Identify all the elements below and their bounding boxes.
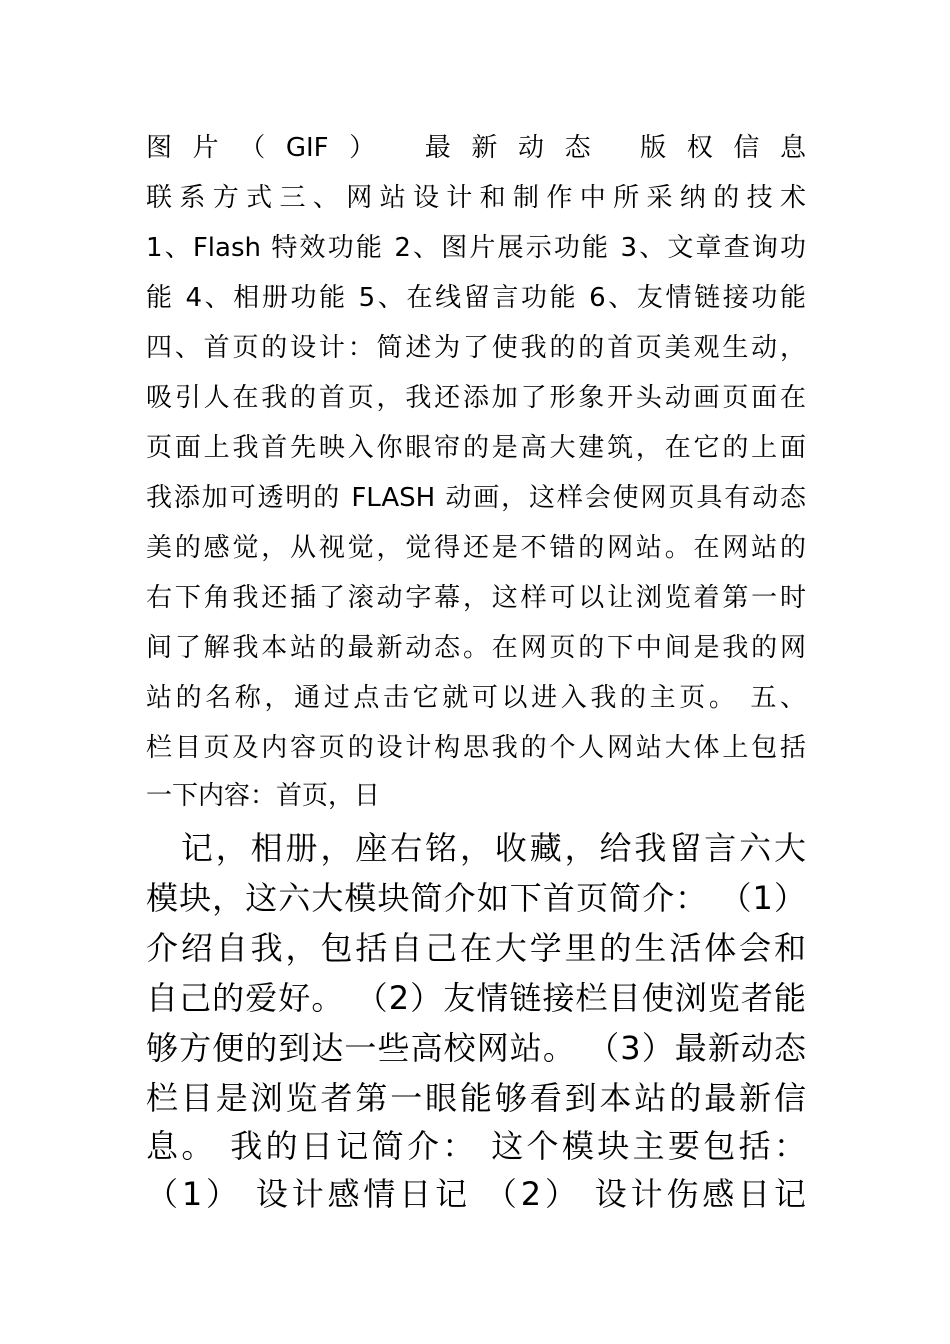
text-line: 能 4、相册功能 5、在线留言功能 6、友情链接功能 xyxy=(146,283,806,313)
text-line: 栏目是浏览者第一眼能够看到本站的最新信 xyxy=(146,1079,806,1117)
text-line: 记，相册，座右铭，收藏，给我留言六大 xyxy=(146,829,806,867)
text-line: 息。 我的日记简介： 这个模块主要包括： xyxy=(146,1127,806,1165)
text-line: 站的名称，通过点击它就可以进入我的主页。 五、 xyxy=(146,683,806,713)
text-line: 介绍自我，包括自己在大学里的生活体会和 xyxy=(146,929,806,967)
text-line: 够方便的到达一些高校网站。 （3）最新动态 xyxy=(146,1029,806,1067)
text-line: （1） 设计感情日记 （2） 设计伤感日记 xyxy=(146,1175,806,1213)
text-line: 美的感觉，从视觉，觉得还是不错的网站。在网站的 xyxy=(146,533,806,563)
text-line: 间了解我本站的最新动态。在网页的下中间是我的网 xyxy=(146,633,806,663)
text-line: 栏目页及内容页的设计构思我的个人网站大体上包括 xyxy=(146,733,806,763)
text-line: 自己的爱好。 （2）友情链接栏目使浏览者能 xyxy=(146,979,806,1017)
text-line: 一下内容：首页，日 xyxy=(146,781,381,811)
text-line: 右下角我还插了滚动字幕，这样可以让浏览着第一时 xyxy=(146,583,806,613)
text-line: 我添加可透明的 FLASH 动画，这样会使网页具有动态 xyxy=(146,483,806,513)
text-line: 页面上我首先映入你眼帘的是高大建筑，在它的上面 xyxy=(146,433,806,463)
text-line: 模块，这六大模块简介如下首页简介： （1） xyxy=(146,879,806,917)
text-line: 吸引人在我的首页，我还添加了形象开头动画页面在 xyxy=(146,383,806,413)
text-line: 图片（GIF） 最新动态 版权信息 xyxy=(146,133,806,163)
text-line: 四、首页的设计：简述为了使我的的首页美观生动， xyxy=(146,333,806,363)
text-line: 1、Flash 特效功能 2、图片展示功能 3、文章查询功 xyxy=(146,233,806,263)
text-line: 联系方式三、网站设计和制作中所采纳的技术 xyxy=(146,183,806,213)
